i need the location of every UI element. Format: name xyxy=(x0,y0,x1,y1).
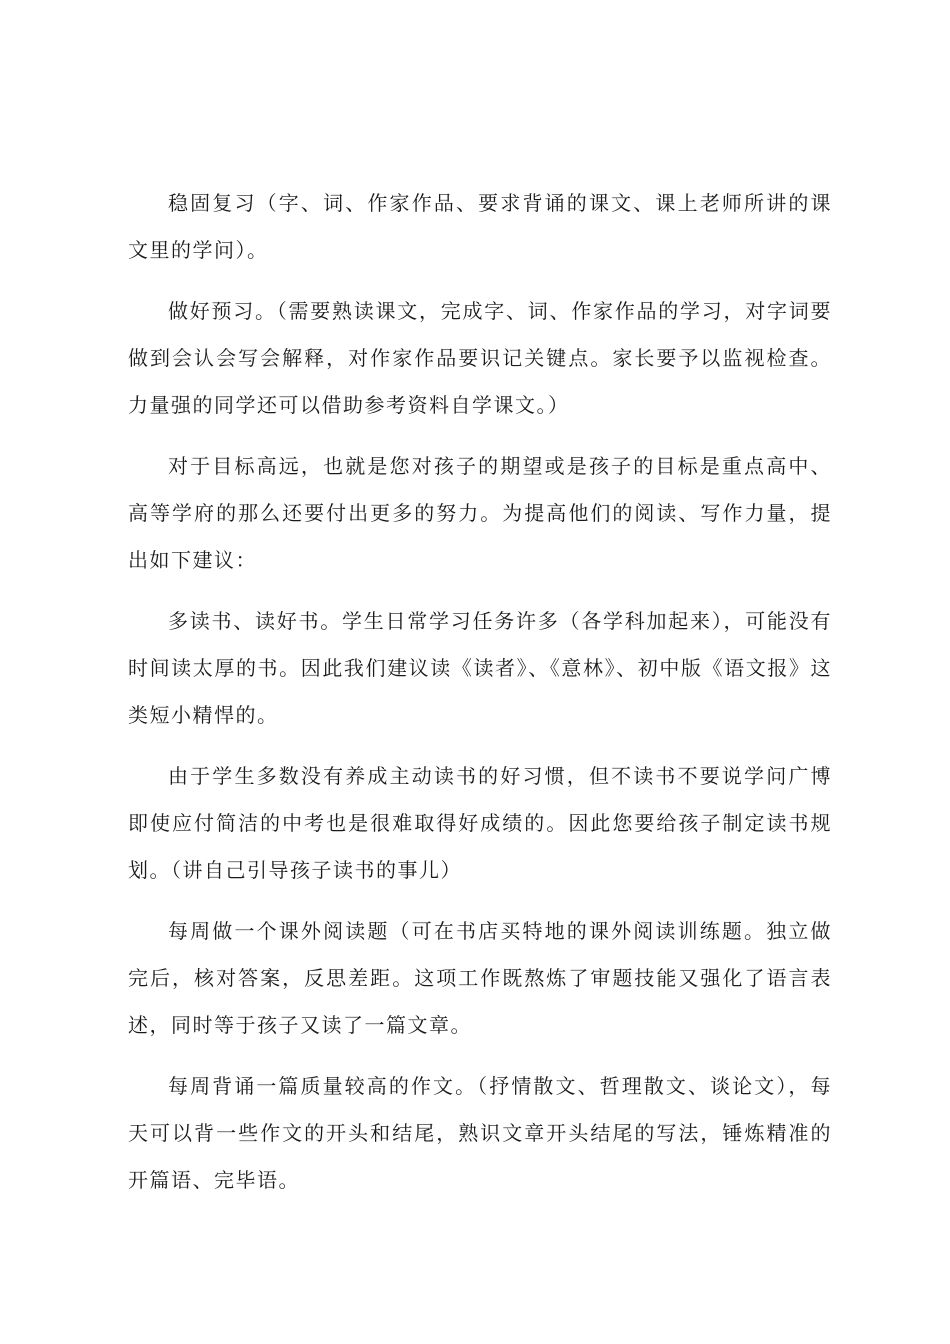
paragraph-weekly-reading-exercise: 每周做一个课外阅读题（可在书店买特地的课外阅读训练题。独立做完后，核对答案，反思差距。这项工作既熬炼了审题技能又强化了语言表述，同时等于孩子又读了一篇文章。 xyxy=(128,919,832,1037)
document-body xyxy=(128,180,832,1218)
paragraph-read-more: 多读书、读好书。学生日常学习任务许多（各学科加起来），可能没有时间读太厚的书。因此我们建议读《读者》、《意林》、初中版《语文报》这类短小精悍的。 xyxy=(128,609,832,727)
paragraph-weekly-essay-recitation: 每周背诵一篇质量较高的作文。（抒情散文、哲理散文、谈论文），每天可以背一些作文的开头和结尾，熟识文章开头结尾的写法，锤炼精准的开篇语、完毕语。 xyxy=(128,1074,832,1192)
paragraph-high-goals: 对于目标高远，也就是您对孩子的期望或是孩子的目标是重点高中、高等学府的那么还要付出更多的努力。为提高他们的阅读、写作力量，提出如下建议： xyxy=(128,454,832,572)
paragraph-preview: 做好预习。（需要熟读课文，完成字、词、作家作品的学习，对字词要做到会认会写会解释，对作家作品要识记关键点。家长要予以监视检查。力量强的同学还可以借助参考资料自学课文。） xyxy=(128,299,832,417)
paragraph-review: 稳固复习（字、词、作家作品、要求背诵的课文、课上老师所讲的课文里的学问）。 xyxy=(128,191,832,262)
paragraph-reading-habit: 由于学生多数没有养成主动读书的好习惯，但不读书不要说学问广博即使应付简洁的中考也是很难取得好成绩的。因此您要给孩子制定读书规划。（讲自己引导孩子读书的事儿） xyxy=(128,764,832,882)
